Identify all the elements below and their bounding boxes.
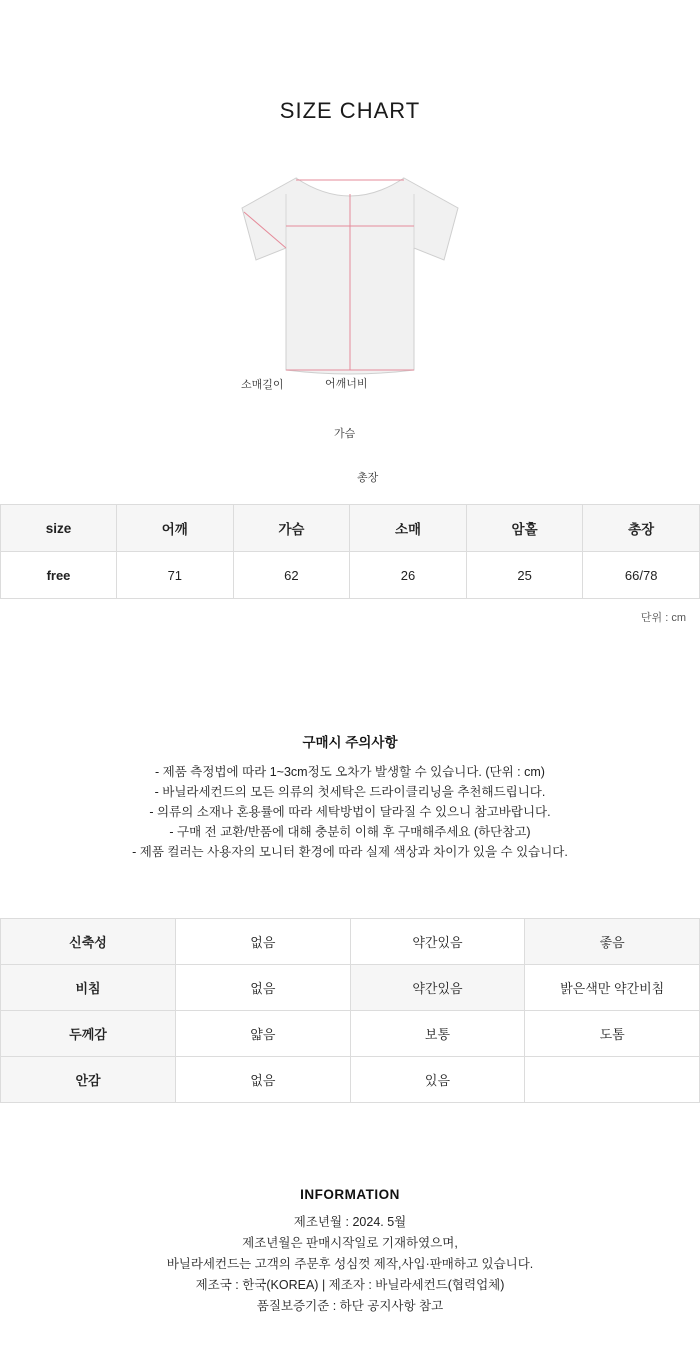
garment-diagram xyxy=(0,164,700,484)
cell-armhole: 25 xyxy=(466,552,583,599)
information-line: 제조년월 : 2024. 5월 xyxy=(293,1215,407,1229)
cell-length: 66/78 xyxy=(583,552,700,599)
label-total-length: 총장 xyxy=(357,472,379,484)
column-header-length: 총장 xyxy=(583,505,700,552)
cell-seethrough-slight: 약간있음 xyxy=(350,965,525,1011)
purchase-notice xyxy=(0,731,700,862)
information-section xyxy=(0,1187,700,1357)
cell-stretch-slight: 약간있음 xyxy=(350,919,525,965)
cell-seethrough-light-colors: 밝은색만 약간비침 xyxy=(525,965,700,1011)
cell-thickness-normal: 보통 xyxy=(350,1011,525,1057)
purchase-notice-title: 구매시 주의사항 xyxy=(302,735,398,750)
garment-illustration xyxy=(200,164,500,394)
information-line: 제조년월은 판매시작일로 기재하였으며, xyxy=(242,1236,458,1250)
page-title: SIZE CHART xyxy=(279,98,421,123)
cell-size: free xyxy=(1,552,117,599)
column-header-armhole: 암홀 xyxy=(466,505,583,552)
column-header-shoulder: 어깨 xyxy=(117,505,234,552)
cell-lining-yes: 있음 xyxy=(350,1057,525,1103)
notice-line: - 제품 컬러는 사용자의 모니터 환경에 따라 실제 색상과 차이가 있을 수 있습니다. xyxy=(132,845,568,859)
cell-thickness-thin: 얇음 xyxy=(176,1011,351,1057)
label-chest: 가슴 xyxy=(334,428,356,440)
unit-note: 단위 : cm xyxy=(640,612,686,624)
table-row-lining xyxy=(1,1057,700,1103)
table-row-stretch xyxy=(1,919,700,965)
notice-line: - 구매 전 교환/반품에 대해 충분히 이해 후 구매해주세요 (하단참고) xyxy=(169,825,531,839)
cell-seethrough-none: 없음 xyxy=(176,965,351,1011)
notice-line: - 의류의 소재나 혼용률에 따라 세탁방법이 달라질 수 있으니 참고바랍니다. xyxy=(149,805,551,819)
cell-lining-empty xyxy=(525,1057,700,1103)
notice-line: - 바닐라세컨드의 모든 의류의 첫세탁은 드라이클리닝을 추천해드립니다. xyxy=(154,785,546,799)
row-label-lining: 안감 xyxy=(1,1057,176,1103)
information-line: 바닐라세컨드는 고객의 주문후 성심껏 제작,사입·판매하고 있습니다. xyxy=(166,1257,534,1271)
information-line: 품질보증기준 : 하단 공지사항 참고 xyxy=(256,1299,444,1313)
table-row xyxy=(1,552,700,599)
cell-lining-none: 없음 xyxy=(176,1057,351,1103)
column-header-chest: 가슴 xyxy=(233,505,350,552)
information-title: INFORMATION xyxy=(300,1187,400,1202)
cell-sleeve: 26 xyxy=(350,552,467,599)
fabric-property-table xyxy=(0,918,700,1103)
table-row-seethrough xyxy=(1,965,700,1011)
column-header-sleeve: 소매 xyxy=(350,505,467,552)
cell-chest: 62 xyxy=(233,552,350,599)
size-measurement-table xyxy=(0,504,700,599)
cell-stretch-none: 없음 xyxy=(176,919,351,965)
cell-shoulder: 71 xyxy=(117,552,234,599)
row-label-stretch: 신축성 xyxy=(1,919,176,965)
table-row-thickness xyxy=(1,1011,700,1057)
label-shoulder-width: 어깨너비 xyxy=(325,378,368,390)
cell-stretch-good: 좋음 xyxy=(525,919,700,965)
label-sleeve-length: 소매길이 xyxy=(241,379,284,391)
row-label-seethrough: 비침 xyxy=(1,965,176,1011)
column-header-size: size xyxy=(1,505,117,552)
information-line: 제조국 : 한국(KOREA) | 제조자 : 바닐라세컨드(협력업체) xyxy=(195,1278,505,1292)
table-header-row xyxy=(1,505,700,552)
notice-line: - 제품 측정법에 따라 1~3cm정도 오차가 발생할 수 있습니다. (단위 : cm) xyxy=(155,765,545,779)
cell-thickness-thick: 도톰 xyxy=(525,1011,700,1057)
row-label-thickness: 두께감 xyxy=(1,1011,176,1057)
